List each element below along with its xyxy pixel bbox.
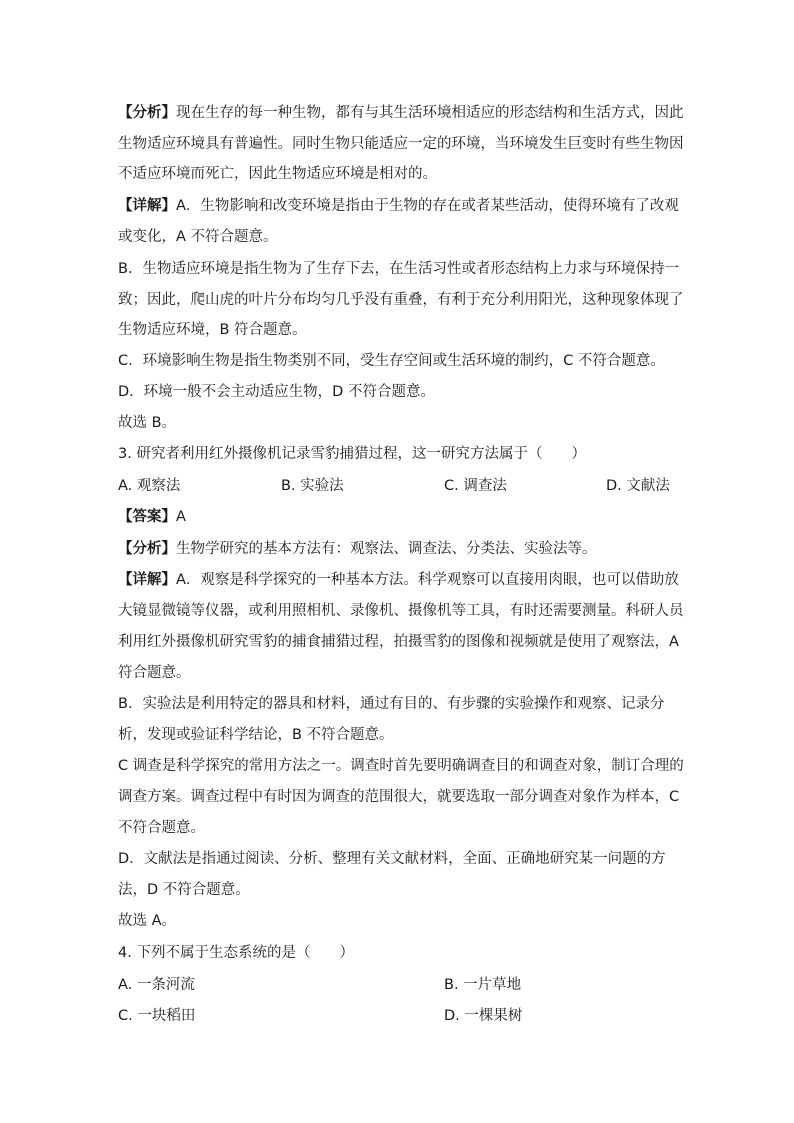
q2-analysis-line-1: 【分析】现在生存的每一种生物，都有与其生活环境相适应的形态结构和生活方式，因此: [118, 105, 684, 121]
q2-detail-line-2: 或变化，A 不符合题意。: [118, 229, 278, 245]
q2-detail-line-5: 生物适应环境，B 符合题意。: [118, 322, 307, 338]
q3-analysis-line: 【分析】生物学研究的基本方法有：观察法、调查法、分类法、实验法等。: [118, 541, 597, 557]
q2-analysis-line-3: 不适应环境而死亡，因此生物适应环境是相对的。: [118, 166, 437, 182]
q3-detail-line-6: 析，发现或验证科学结论，B 不符合题意。: [118, 727, 394, 743]
answer-value: A: [176, 509, 186, 525]
q3-answer-line: [118, 507, 186, 527]
q3-option-d: D. 文献法: [606, 478, 670, 494]
q4-option-d: D. 一棵果树: [444, 1008, 523, 1024]
q2-analysis-line-2: 生物适应环境具有普遍性。同时生物只能适应一定的环境，当环境发生巨变时有些生物因: [118, 136, 684, 152]
q3-detail-line-11: 法，D 不符合题意。: [118, 882, 250, 898]
analysis-tag: 【分析】: [118, 105, 176, 121]
q2-detail-line-7: D．环境一般不会主动适应生物，D 不符合题意。: [118, 384, 435, 400]
q2-detail-line-8: 故选 B。: [118, 415, 177, 431]
q3-detail-line-1: 【详解】A．观察是科学探究的一种基本方法。科学观察可以直接用肉眼，也可以借助放: [118, 572, 679, 588]
q4-question: 4. 下列不属于生态系统的是（ ）: [118, 945, 354, 961]
detail-tag: 【详解】: [118, 572, 176, 588]
q2-detail-line-1: 【详解】A．生物影响和改变环境是指由于生物的存在或者某些活动，使得环境有了改观: [118, 198, 679, 214]
q3-option-a: A. 观察法: [118, 478, 181, 494]
q2-detail-line-6: C．环境影响生物是指生物类别不同，受生存空间或生活环境的制约，C 不符合题意。: [118, 353, 665, 369]
q3-option-c: C. 调查法: [444, 478, 507, 494]
q3-option-b: B. 实验法: [281, 478, 344, 494]
q3-detail-line-9: 不符合题意。: [118, 820, 205, 836]
q3-detail-line-12: 故选 A。: [118, 913, 177, 929]
detail-tag: 【详解】: [118, 198, 176, 214]
answer-tag: 【答案】: [118, 509, 176, 525]
q3-detail-line-4: 符合题意。: [118, 665, 191, 681]
q3-detail-line-2: 大镜显微镜等仪器，或利用照相机、录像机、摄像机等工具，有时还需要测量。科研人员: [118, 603, 684, 619]
q2-detail-line-4: 致；因此，爬山虎的叶片分布均匀几乎没有重叠，有利于充分利用阳光，这种现象体现了: [118, 292, 684, 308]
q4-option-c: C. 一块稻田: [118, 1008, 196, 1024]
q3-detail-line-5: B．实验法是利用特定的器具和材料，通过有目的、有步骤的实验操作和观察、记录分: [118, 696, 665, 712]
q3-detail-line-7: C 调查是科学探究的常用方法之一。调查时首先要明确调查目的和调查对象，制订合理的: [118, 758, 684, 774]
q3-detail-line-10: D．文献法是指通过阅读、分析、整理有关文献材料，全面、正确地研究某一问题的方: [118, 851, 666, 867]
q4-option-a: A. 一条河流: [118, 977, 195, 993]
q3-question: 3. 研究者利用红外摄像机记录雪豹捕猎过程，这一研究方法属于（ ）: [118, 446, 586, 462]
q3-detail-line-3: 利用红外摄像机研究雪豹的捕食捕猎过程，拍摄雪豹的图像和视频就是使用了观察法，A: [118, 634, 679, 650]
q4-option-b: B. 一片草地: [444, 977, 522, 993]
q2-detail-line-3: B．生物适应环境是指生物为了生存下去，在生活习性或者形态结构上力求与环境保持一: [118, 261, 679, 277]
analysis-tag: 【分析】: [118, 541, 176, 557]
q3-detail-line-8: 调查方案。调查过程中有时因为调查的范围很大，就要选取一部分调查对象作为样本，C: [118, 789, 680, 805]
